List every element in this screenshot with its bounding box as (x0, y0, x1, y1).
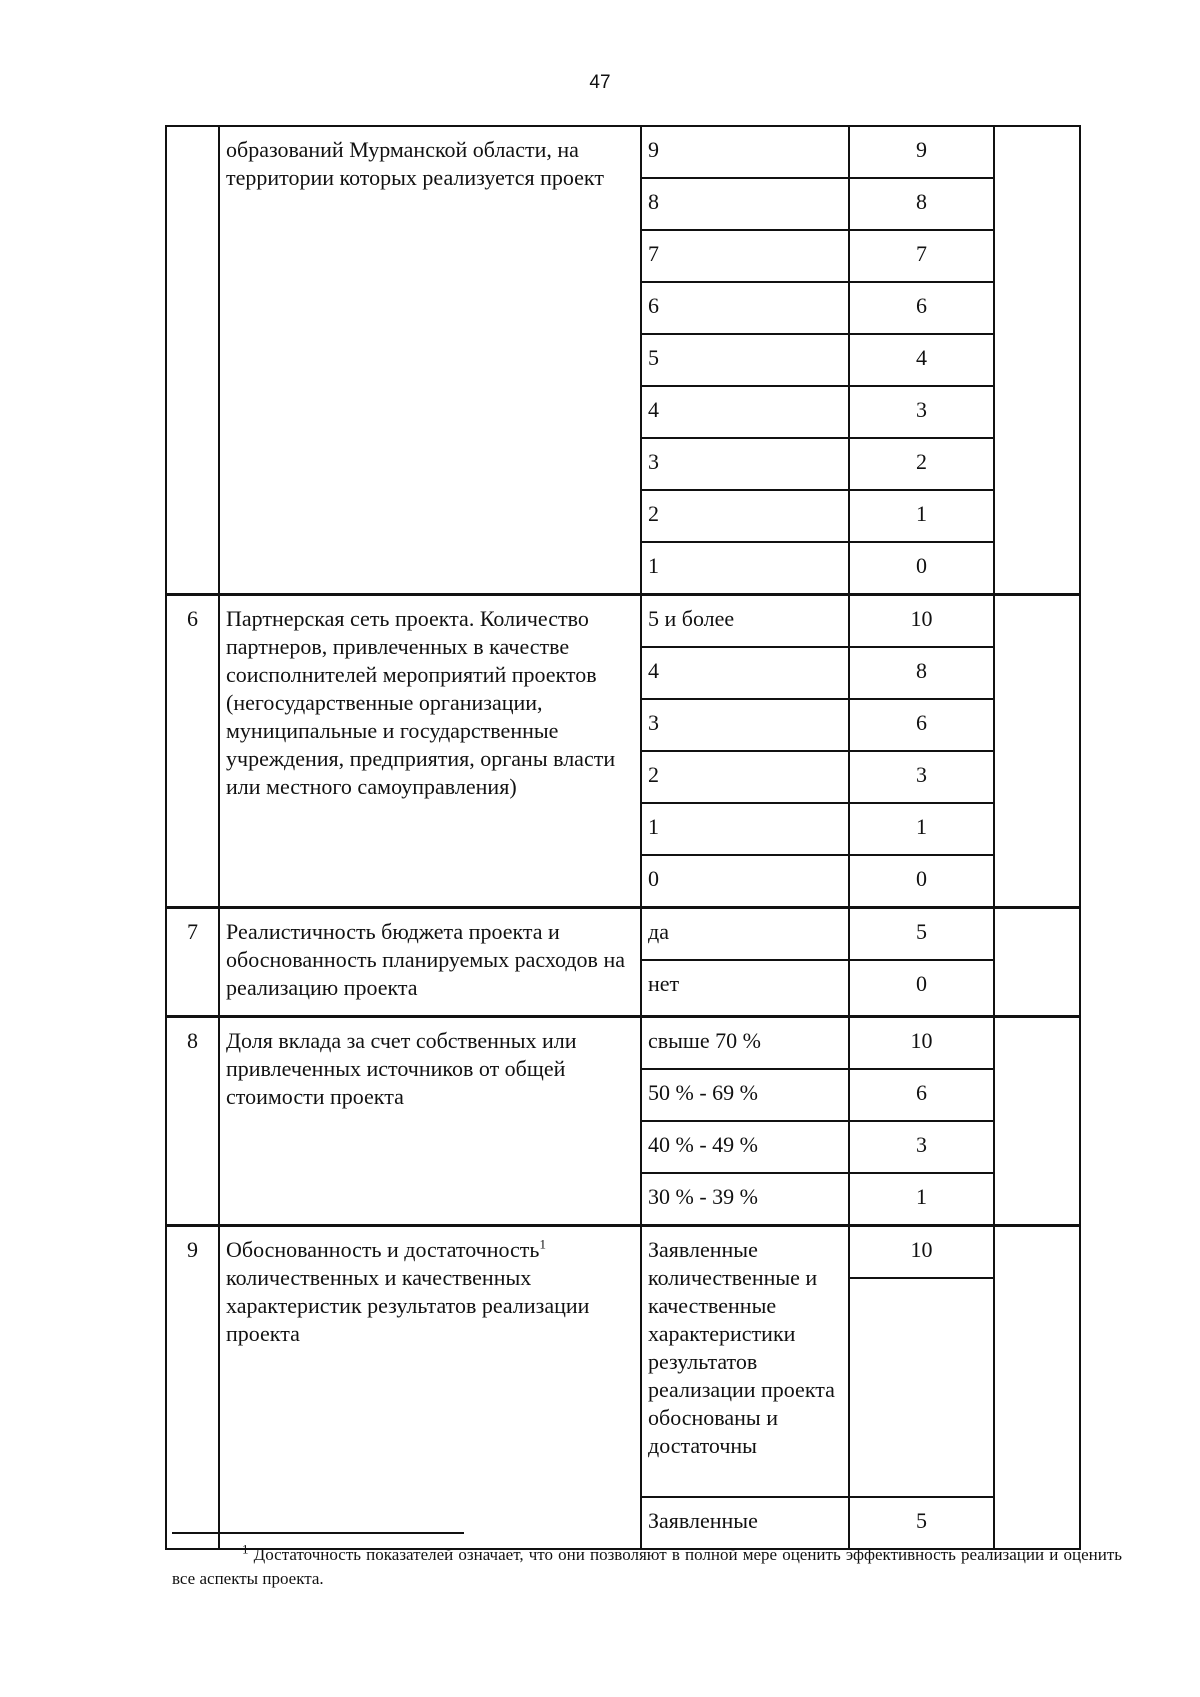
footnote-mark: 1 (242, 1541, 249, 1557)
empty-score-cell (849, 1278, 994, 1497)
criterion-text (219, 1226, 641, 1550)
option-value: 1 (641, 803, 849, 855)
option-value: 3 (641, 438, 849, 490)
option-score: 8 (849, 647, 994, 699)
option-value: нет (641, 960, 849, 1017)
criterion-text: Реалистичность бюджета проекта и обоснованность планируемых расходов на реализацию проекта (219, 908, 641, 1017)
option-score: 6 (849, 699, 994, 751)
criterion-text: Доля вклада за счет собственных или привлеченных источников от общей стоимости проекта (219, 1017, 641, 1226)
option-score: 0 (849, 960, 994, 1017)
option-score: 1 (849, 490, 994, 542)
option-value: 30 % - 39 % (641, 1173, 849, 1226)
option-value: 2 (641, 751, 849, 803)
criterion-number: 8 (166, 1017, 219, 1226)
option-value: да (641, 908, 849, 961)
option-value: 2 (641, 490, 849, 542)
criterion-text-start: Обоснованность и достаточность (226, 1237, 540, 1262)
option-value: 50 % - 69 % (641, 1069, 849, 1121)
note-cell (994, 1226, 1080, 1550)
table-row (166, 908, 1080, 961)
option-value: 3 (641, 699, 849, 751)
option-value: 4 (641, 647, 849, 699)
criterion-number (166, 126, 219, 595)
option-score: 3 (849, 386, 994, 438)
option-score: 1 (849, 1173, 994, 1226)
option-value: 40 % - 49 % (641, 1121, 849, 1173)
table-row (166, 595, 1080, 648)
criterion-text-rest: количественных и качественных характеристик результатов реализации проекта (226, 1265, 590, 1346)
table-row (166, 1226, 1080, 1279)
option-score: 8 (849, 178, 994, 230)
footnote-reference[interactable]: 1 (539, 1236, 546, 1252)
option-score: 10 (849, 595, 994, 648)
option-score: 9 (849, 126, 994, 178)
option-value: 0 (641, 855, 849, 908)
table-row (166, 126, 1080, 178)
note-cell (994, 908, 1080, 1017)
criterion-text: образований Мурманской области, на территории которых реализуется проект (219, 126, 641, 595)
option-value: 5 (641, 334, 849, 386)
table-row (166, 1017, 1080, 1070)
criteria-table (165, 125, 1081, 1550)
criterion-number: 9 (166, 1226, 219, 1550)
page-number: 47 (589, 72, 611, 93)
footnote-separator (172, 1532, 464, 1534)
option-score: 3 (849, 1121, 994, 1173)
note-cell (994, 595, 1080, 908)
option-value: свыше 70 % (641, 1017, 849, 1070)
footnote (172, 1543, 1122, 1591)
option-score: 3 (849, 751, 994, 803)
option-value: 8 (641, 178, 849, 230)
note-cell (994, 126, 1080, 595)
option-value: 5 и более (641, 595, 849, 648)
option-score: 0 (849, 855, 994, 908)
option-score: 10 (849, 1226, 994, 1279)
option-score: 4 (849, 334, 994, 386)
option-value: 4 (641, 386, 849, 438)
footnote-text: Достаточность показателей означает, что они позволяют в полной мере оценить эффективность реализации и оценить все аспекты проекта. (172, 1545, 1123, 1588)
option-score: 5 (849, 1497, 994, 1549)
criterion-number: 7 (166, 908, 219, 1017)
option-score: 2 (849, 438, 994, 490)
option-score: 1 (849, 803, 994, 855)
option-score: 7 (849, 230, 994, 282)
option-value: 9 (641, 126, 849, 178)
criterion-text: Партнерская сеть проекта. Количество партнеров, привлеченных в качестве соисполнителей мероприятий проектов (негосударственные организации, муниципальные и государственные учреждения, предприятия, органы власти или местного самоуправления) (219, 595, 641, 908)
option-score: 0 (849, 542, 994, 595)
option-score: 6 (849, 1069, 994, 1121)
option-value: 1 (641, 542, 849, 595)
option-value: Заявленные количественные и качественные характеристики результатов реализации проекта обоснованы и достаточны (641, 1226, 849, 1498)
option-value: 6 (641, 282, 849, 334)
note-cell (994, 1017, 1080, 1226)
option-value: Заявленные (641, 1497, 849, 1549)
criterion-number: 6 (166, 595, 219, 908)
option-score: 6 (849, 282, 994, 334)
option-value: 7 (641, 230, 849, 282)
option-score: 10 (849, 1017, 994, 1070)
option-score: 5 (849, 908, 994, 961)
